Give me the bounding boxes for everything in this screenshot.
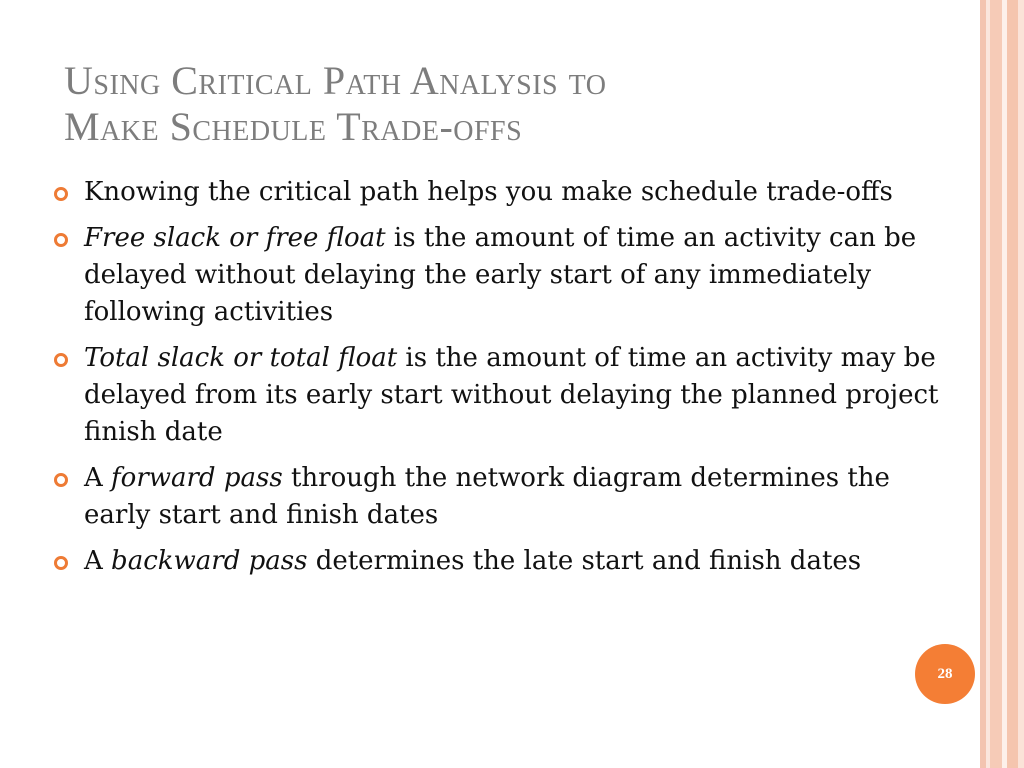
bullet-emphasis: forward pass <box>111 463 283 493</box>
page-number-badge: 28 <box>915 644 975 704</box>
bullet-text: determines the late start and finish dates <box>307 546 862 576</box>
hollow-circle-bullet-icon <box>54 353 68 367</box>
hollow-circle-bullet-icon <box>54 473 68 487</box>
decorative-stripes <box>980 0 1024 768</box>
bullet-item <box>52 220 964 331</box>
slide-title <box>64 58 944 150</box>
bullet-text: through the network diagram determines the early start and finish dates <box>84 463 890 530</box>
stripe <box>990 0 1002 768</box>
bullet-item <box>52 543 964 580</box>
bullet-text-lead: A <box>84 546 112 576</box>
bullet-emphasis: Total slack or total float <box>84 343 398 373</box>
bullet-item <box>52 340 964 451</box>
bullet-list <box>52 174 964 589</box>
hollow-circle-bullet-icon <box>54 233 68 247</box>
bullet-item <box>52 174 964 211</box>
bullet-emphasis: Free slack or free float <box>84 223 386 253</box>
stripe <box>1007 0 1018 768</box>
bullet-text: Knowing the critical path helps you make schedule trade-offs <box>84 177 893 207</box>
hollow-circle-bullet-icon <box>54 187 68 201</box>
title-line-1: Using Critical Path Analysis to <box>64 58 607 103</box>
hollow-circle-bullet-icon <box>54 556 68 570</box>
stripe <box>1018 0 1024 768</box>
bullet-emphasis: backward pass <box>111 546 308 576</box>
title-line-2: Make Schedule Trade-offs <box>64 104 523 149</box>
bullet-text: is the amount of time an activity can be delayed without delaying the early start of any immediately following activities <box>84 223 917 327</box>
bullet-text: is the amount of time an activity may be delayed from its early start without delaying the planned project finish date <box>84 343 939 447</box>
bullet-item <box>52 460 964 534</box>
bullet-text-lead: A <box>84 463 112 493</box>
